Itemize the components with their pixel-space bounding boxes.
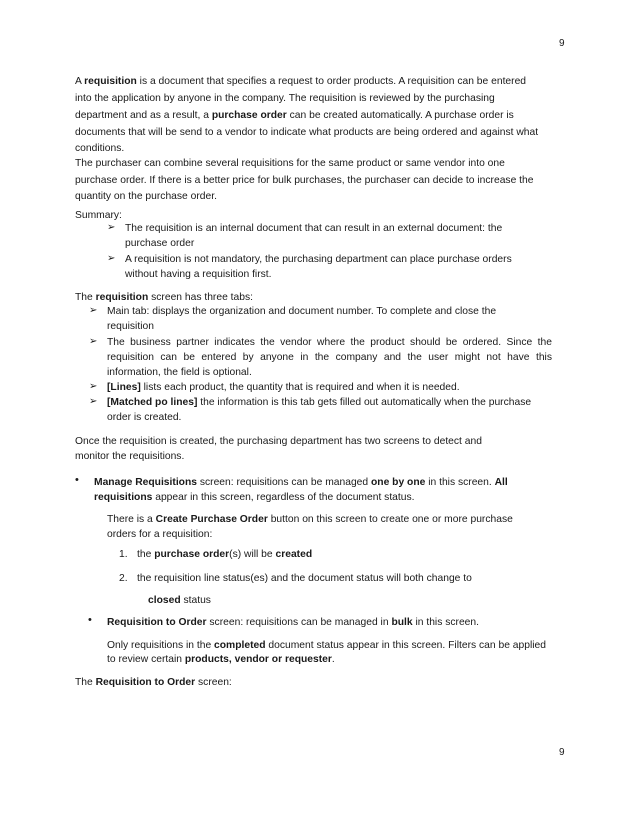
arrow-bullet-icon: ➢ — [89, 305, 98, 316]
intro-line-4: documents that will be send to a vendor to indicate what products are being ordered and against what — [75, 127, 539, 138]
intro-line-7: purchase order. If there is a better price for bulk purchases, the purchaser can decide to increase the — [75, 175, 534, 186]
tab-item-4-line-2: order is created. — [107, 412, 182, 423]
arrow-bullet-icon: ➢ — [107, 222, 116, 233]
rto-line-1: Requisition to Order screen: requisitions can be managed in bulk in this screen. — [107, 617, 479, 628]
intro-line-6: The purchaser can combine several requisitions for the same product or same vendor into one — [75, 158, 505, 169]
tab-item-2-line-3: information, the field is optional. — [107, 367, 252, 378]
intro-line-3: department and as a result, a purchase order can be created automatically. A purchase order is — [75, 110, 514, 121]
numbered-item-1-number: 1. — [119, 549, 128, 560]
arrow-bullet-icon: ➢ — [107, 253, 116, 264]
dot-bullet-icon: • — [75, 474, 79, 486]
numbered-item-1: the purchase order(s) will be created — [137, 549, 313, 560]
numbered-item-2: the requisition line status(es) and the document status will both change to — [137, 573, 472, 584]
summary-item-1-line-2: purchase order — [125, 238, 195, 249]
dot-bullet-icon: • — [88, 614, 92, 626]
intro-line-5: conditions. — [75, 143, 125, 154]
tab-item-2-line-1: The business partner indicates the vendor where the product should be ordered. Since the — [107, 337, 552, 348]
once-line-1: Once the requisition is created, the purchasing department has two screens to detect and — [75, 436, 482, 447]
closing-line: The Requisition to Order screen: — [75, 677, 232, 688]
summary-item-2-line-2: without having a requisition first. — [125, 269, 272, 280]
tabs-intro: The requisition screen has three tabs: — [75, 292, 253, 303]
numbered-item-2-continued: closed status — [148, 595, 211, 606]
tab-item-3: [Lines] lists each product, the quantity that is required and when it is needed. — [107, 382, 460, 393]
rto-para-line-1: Only requisitions in the completed document status appear in this screen. Filters can be applied — [107, 640, 546, 651]
rto-para-line-2: to review certain products, vendor or requester. — [107, 654, 335, 665]
arrow-bullet-icon: ➢ — [89, 381, 98, 392]
page-number-bottom: 9 — [559, 747, 565, 758]
manage-para-line-1: There is a Create Purchase Order button on this screen to create one or more purchase — [107, 514, 513, 525]
manage-para-line-2: orders for a requisition: — [107, 529, 213, 540]
summary-item-2-line-1: A requisition is not mandatory, the purchasing department can place purchase orders — [125, 254, 512, 265]
manage-line-1: Manage Requisitions screen: requisitions can be managed one by one in this screen. All — [94, 477, 508, 488]
page-number-top: 9 — [559, 38, 565, 49]
manage-line-2: requisitions appear in this screen, regardless of the document status. — [94, 492, 415, 503]
intro-line-1: A requisition is a document that specifies a request to order products. A requisition can be entered — [75, 76, 527, 87]
arrow-bullet-icon: ➢ — [89, 396, 98, 407]
once-line-2: monitor the requisitions. — [75, 451, 185, 462]
tab-item-2-line-2: requisition can be entered by anyone in the company and the user might not have this — [107, 352, 552, 363]
tab-item-1-line-2: requisition — [107, 321, 154, 332]
tab-item-4-line-1: [Matched po lines] the information is this tab gets filled out automatically when the purchase — [107, 397, 532, 408]
numbered-item-2-number: 2. — [119, 573, 128, 584]
summary-item-1-line-1: The requisition is an internal document that can result in an external document: the — [125, 223, 503, 234]
arrow-bullet-icon: ➢ — [89, 336, 98, 347]
tab-item-1-line-1: Main tab: displays the organization and document number. To complete and close the — [107, 306, 497, 317]
intro-line-8: quantity on the purchase order. — [75, 191, 217, 202]
summary-label: Summary: — [75, 210, 122, 221]
intro-line-2: into the application by anyone in the company. The requisition is reviewed by the purchasing — [75, 93, 495, 104]
